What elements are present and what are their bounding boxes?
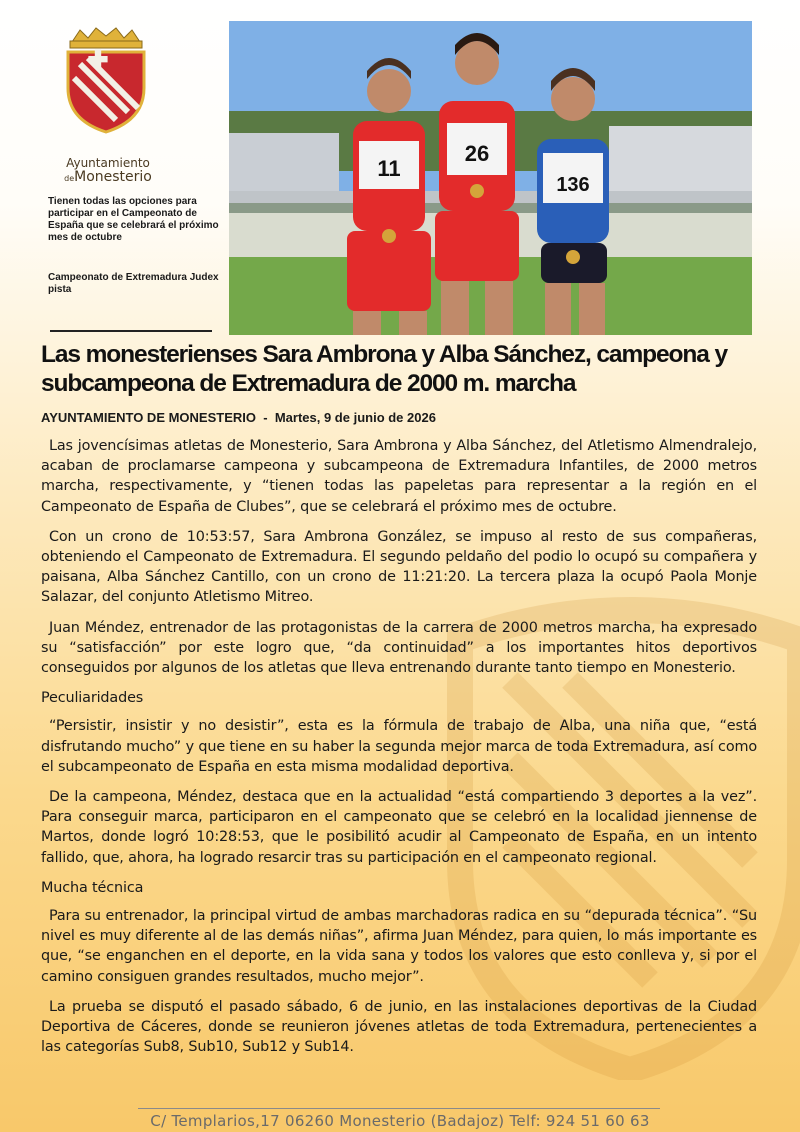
footer-divider [138, 1108, 660, 1109]
paragraph: Para su entrenador, la principal virtud de ambas marchadoras radica en su “depurada técnica”. “Su nivel es muy diferente al de las demás niñas”, afirma Juan Méndez, para quien, lo más importante es que, “se enganchen en el deporte, en la vida sana y todos los valores que esto conlleva y, si por el camino consiguen grandes resultados, mucho mejor”. [41, 908, 757, 985]
paragraph: Con un crono de 10:53:57, Sara Ambrona González, se impuso al resto de sus compañeras, obteniendo el Campeonato de Extremadura. El segundo peldaño del podio lo ocupó su compañera y paisana, Alba Sánchez Cantillo, con un crono de 11:21:20. La tercera plaza la ocupó Paola Monje Salazar, del conjunto Atletismo Mitreo. [41, 528, 757, 606]
section-heading-peculiaridades: Peculiaridades [41, 690, 144, 707]
org-town: Monesterio [74, 169, 152, 185]
paragraph: De la campeona, Méndez, destaca que en la actualidad “está compartiendo 3 deportes a la vez”. Para conseguir marca, participaron en el campeonato que se celebró en la localidad jiennense de Martos, donde logró 10:28:53, que le posibilitó acudir al Campeonato de España, en un intento fallido, que, ahora, ha logrado resarcir tras su participación en el campeonato regional. [41, 789, 757, 866]
footer-address: C/ Templarios,17 06260 Monesterio (Badajoz) Telf: 924 51 60 63 [150, 1112, 650, 1130]
byline-source: AYUNTAMIENTO DE MONESTERIO [41, 410, 257, 425]
bib-right: 136 [556, 174, 590, 196]
organization-name [58, 156, 158, 185]
org-line1: Ayuntamiento [66, 156, 150, 170]
byline-date: Martes, 9 de junio de 2026 [274, 410, 436, 425]
sidebar-note-2: Campeonato de Extremadura Judex pista [48, 272, 219, 295]
byline [41, 410, 436, 425]
paragraph: La prueba se disputó el pasado sábado, 6 de junio, en las instalaciones deportivas de la Ciudad Deportiva de Cáceres, donde se reunieron jóvenes atletas de toda Extremadura, pertenecientes a las categorías Sub8, Sub10, Sub12 y Sub14. [41, 998, 757, 1056]
article-title: Las monesterienses Sara Ambrona y Alba Sánchez, campeona y subcampeona de Extremadura de 2000 m. marcha [41, 341, 728, 397]
paragraph: “Persistir, insistir y no desistir”, esta es la fórmula de trabajo de Alba, una niña que, “está disfrutando mucho” y que tiene en su haber la segunda mejor marca de toda Extremadura, así como el subcampeonato de España en esta misma modalidad deportiva. [41, 718, 757, 775]
org-de: de [64, 174, 75, 183]
podium-photo [229, 21, 752, 335]
bib-left: 11 [377, 156, 401, 181]
sidebar-divider [50, 330, 212, 332]
article-body [41, 436, 757, 1067]
paragraph: Las jovencísimas atletas de Monesterio, Sara Ambrona y Alba Sánchez, del Atletismo Almendralejo, acaban de proclamarse campeona y subcampeona de Extremadura Infantiles, de 2000 metros marcha, respectivamente, y “tienen todas las papeletas para representar a la región en el Campeonato de España de Clubes”, que se celebrará el próximo mes de octubre. [41, 438, 757, 515]
section-heading-mucha-tecnica: Mucha técnica [41, 879, 144, 896]
sidebar-note-1: Tienen todas las opciones para participar en el Campeonato de España que se celebrará el próximo mes de octubre [48, 196, 219, 243]
org-line2 [58, 169, 158, 185]
byline-separator: - [259, 410, 272, 425]
paragraph: Juan Méndez, entrenador de las protagonistas de la carrera de 2000 metros marcha, ha expresado su “satisfacción” por este logro que, “da continuidad” a los importantes hitos deportivos conseguidos por algunos de los atletas que lleva entrenando durante tanto tiempo en Monesterio. [41, 619, 757, 677]
coat-of-arms-logo [58, 24, 154, 134]
bib-center: 26 [464, 141, 490, 166]
